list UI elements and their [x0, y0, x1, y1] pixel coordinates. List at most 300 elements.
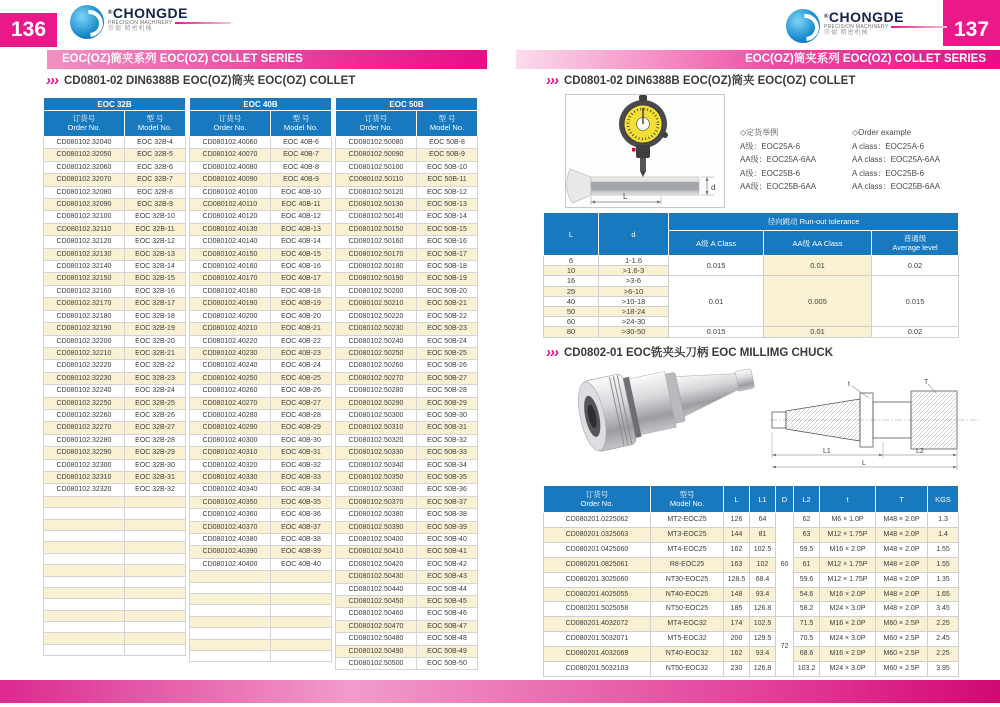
order-no-cell: CD080102.50120 — [336, 186, 417, 198]
order-no-cell: CD080102.50110 — [336, 174, 417, 186]
model-no-cell: EOC 32B-21 — [125, 347, 186, 359]
model-no-cell: EOC 40B-22 — [271, 335, 332, 347]
l-cell: 10 — [544, 266, 599, 276]
group-header: EOC 50B — [336, 98, 478, 111]
model-no-cell: EOC 50B-26 — [417, 360, 478, 372]
collet-row — [44, 137, 186, 149]
brand-accent-line — [891, 26, 947, 28]
model-no-cell: NT40-EOC25 — [651, 587, 724, 602]
l-cell: 230 — [724, 662, 750, 677]
aa-class-header: AA级 AA Class — [764, 231, 872, 256]
order-no-cell — [190, 594, 271, 605]
collet-row — [44, 335, 186, 347]
collet-row — [44, 484, 186, 496]
collet-row — [336, 583, 478, 595]
model-no-cell: MT2-EOC25 — [651, 513, 724, 528]
model-no-cell: EOC 40B-8 — [271, 161, 332, 173]
order-no-cell: CD080102.40130 — [190, 223, 271, 235]
order-no-cell: CD080102.32140 — [44, 261, 125, 273]
order-no-cell: CD080102.50230 — [336, 323, 417, 335]
collet-row — [44, 530, 186, 541]
order-example-line: A class：EOC25A-6 — [852, 141, 925, 151]
collet-row — [190, 186, 332, 198]
collet-row — [336, 422, 478, 434]
collet-row — [336, 385, 478, 397]
l2-cell: 62 — [794, 513, 820, 528]
T-cell: M60 × 2.5P — [876, 647, 928, 662]
a-class-cell: 0.015 — [669, 256, 764, 276]
collet-row — [336, 248, 478, 260]
collet-row — [44, 599, 186, 610]
order-no-cell: CD080102.40290 — [190, 422, 271, 434]
average-header: 普通级 Average level — [872, 231, 959, 256]
l1-cell: 102 — [750, 557, 776, 572]
taper-shank — [673, 364, 742, 418]
collet-row — [44, 434, 186, 446]
model-no-cell: EOC 50B-40 — [417, 534, 478, 546]
order-no-cell: CD080201.0225062 — [544, 513, 651, 528]
model-no-cell — [125, 542, 186, 553]
order-no-cell: CD080102.32190 — [44, 323, 125, 335]
model-no-cell — [271, 571, 332, 582]
chuck-nose — [567, 169, 591, 203]
order-no-header: 订货号 Order No. — [44, 111, 125, 137]
chuck-row — [544, 632, 959, 647]
model-no-cell: EOC 40B-29 — [271, 422, 332, 434]
order-example-line: AA class：EOC25A-6AA — [852, 155, 941, 164]
model-no-cell: EOC 50B-17 — [417, 248, 478, 260]
order-example-title: ◇定货举例 — [740, 128, 779, 137]
model-no-cell: EOC 32B-23 — [125, 372, 186, 384]
chuck-row — [544, 647, 959, 662]
brand-name: ®CHONGDE — [108, 5, 188, 21]
order-example-line: A class：EOC25B-6 — [852, 168, 925, 178]
model-no-cell: EOC 50B-10 — [417, 161, 478, 173]
collet-row — [190, 385, 332, 397]
t-cell: M16 × 2.0P — [820, 587, 876, 602]
model-no-cell: EOC 50B-44 — [417, 583, 478, 595]
order-no-cell: CD080102.40100 — [190, 186, 271, 198]
d-cell: 1-1.6 — [599, 256, 669, 266]
aa-class-cell: 0.01 — [764, 327, 872, 337]
model-no-cell: EOC 40B-35 — [271, 496, 332, 508]
order-no-cell: CD080102.40230 — [190, 347, 271, 359]
l-cell: 144 — [724, 527, 750, 542]
model-no-cell: EOC 50B-14 — [417, 211, 478, 223]
order-no-cell: CD080102.50170 — [336, 248, 417, 260]
kgs-cell: 3.95 — [928, 662, 959, 677]
T-cell: M48 × 2.0P — [876, 557, 928, 572]
l-cell: 174 — [724, 617, 750, 632]
collet-row — [44, 285, 186, 297]
order-no-cell: CD080102.50130 — [336, 199, 417, 211]
l-cell: 80 — [544, 327, 599, 337]
order-no-cell: CD080102.40180 — [190, 285, 271, 297]
order-no-cell: CD080102.32320 — [44, 484, 125, 496]
collet-row — [44, 372, 186, 384]
collet-row — [336, 174, 478, 186]
label-t: t — [848, 381, 850, 388]
order-no-cell: CD080102.50160 — [336, 236, 417, 248]
T-cell: M48 × 2.0P — [876, 527, 928, 542]
model-no-cell: EOC 50B-36 — [417, 484, 478, 496]
model-no-cell — [125, 519, 186, 530]
model-no-cell: EOC 50B-49 — [417, 645, 478, 657]
model-no-cell: EOC 50B-43 — [417, 571, 478, 583]
collet-row — [44, 223, 186, 235]
model-no-cell — [125, 610, 186, 621]
order-no-cell: CD080102.50440 — [336, 583, 417, 595]
collet-row — [190, 459, 332, 471]
collet-row — [336, 484, 478, 496]
order-no-cell — [44, 530, 125, 541]
l-cell: 25 — [544, 286, 599, 296]
collet-row — [190, 546, 332, 558]
order-no-cell: CD080102.40240 — [190, 360, 271, 372]
collet-row — [190, 223, 332, 235]
l1-cell: 93.4 — [750, 647, 776, 662]
collet-row — [336, 608, 478, 620]
order-no-cell: CD080102.32090 — [44, 199, 125, 211]
l-cell: 128.5 — [724, 572, 750, 587]
l1-cell: 68.4 — [750, 572, 776, 587]
runout-row — [544, 327, 959, 337]
order-no-cell: CD080102.50500 — [336, 658, 417, 670]
collet-row — [336, 571, 478, 583]
order-no-cell: CD080102.50340 — [336, 459, 417, 471]
t-cell: M6 × 1.0P — [820, 513, 876, 528]
order-no-cell — [190, 582, 271, 593]
order-no-cell: CD080201.3025060 — [544, 572, 651, 587]
kgs-cell: 1.65 — [928, 587, 959, 602]
order-no-cell: CD080102.32120 — [44, 236, 125, 248]
order-no-cell: CD080102.40090 — [190, 174, 271, 186]
order-no-cell: CD080102.40280 — [190, 409, 271, 421]
order-no-cell: CD080102.40250 — [190, 372, 271, 384]
model-no-cell: EOC 32B-9 — [125, 199, 186, 211]
model-no-cell: EOC 50B-28 — [417, 385, 478, 397]
order-no-cell — [190, 650, 271, 661]
collet-row — [190, 236, 332, 248]
l2-cell: 59.5 — [794, 542, 820, 557]
milling-chuck-drawing — [768, 378, 983, 473]
t-cell: M12 × 1.75P — [820, 557, 876, 572]
collet-row — [336, 633, 478, 645]
order-no-cell: CD080102.32230 — [44, 372, 125, 384]
model-no-cell: EOC 40B-11 — [271, 199, 332, 211]
order-no-cell: CD080102.32300 — [44, 459, 125, 471]
order-no-cell — [190, 571, 271, 582]
l-cell: 50 — [544, 307, 599, 317]
order-no-cell: CD080102.50320 — [336, 434, 417, 446]
collet-row — [44, 409, 186, 421]
order-no-cell: CD080102.40390 — [190, 546, 271, 558]
model-no-cell: EOC 40B-12 — [271, 211, 332, 223]
model-no-cell: EOC 40B-34 — [271, 484, 332, 496]
T-cell: M48 × 2.0P — [876, 587, 928, 602]
order-no-header: 订货号 Order No. — [190, 111, 271, 137]
model-no-cell: EOC 40B-16 — [271, 261, 332, 273]
order-no-cell — [190, 605, 271, 616]
chuck-row — [544, 617, 959, 632]
model-no-cell: EOC 50B-48 — [417, 633, 478, 645]
model-no-cell: EOC 32B-31 — [125, 471, 186, 483]
model-no-cell: EOC 32B-11 — [125, 223, 186, 235]
l2-cell: 59.6 — [794, 572, 820, 587]
model-no-cell: EOC 32B-29 — [125, 447, 186, 459]
l-cell: 162 — [724, 647, 750, 662]
l2-header: L2 — [794, 486, 820, 513]
collet-row — [44, 149, 186, 161]
order-example-line: A级：EOC25A-6 — [740, 141, 801, 151]
model-no-cell: EOC 50B-12 — [417, 186, 478, 198]
a-class-header: A级 A Class — [669, 231, 764, 256]
order-no-cell: CD080201.5025058 — [544, 602, 651, 617]
collet-row — [336, 496, 478, 508]
collet-row — [44, 508, 186, 519]
label-T: T — [924, 379, 929, 386]
leader-line-t — [852, 386, 869, 398]
order-example-title: ◇Order example — [852, 128, 912, 137]
order-no-cell: CD080102.40170 — [190, 273, 271, 285]
order-no-cell: CD080102.40380 — [190, 534, 271, 546]
order-no-cell: CD080102.32310 — [44, 471, 125, 483]
t-cell: M16 × 2.0P — [820, 542, 876, 557]
collet-row — [190, 534, 332, 546]
model-no-cell: EOC 50B-39 — [417, 521, 478, 533]
order-no-cell: CD080102.50260 — [336, 360, 417, 372]
model-no-cell: EOC 50B-30 — [417, 409, 478, 421]
collet-row — [190, 594, 332, 605]
model-no-cell: EOC 50B-32 — [417, 434, 478, 446]
registered-mark: ® — [824, 14, 829, 20]
kgs-cell: 1.55 — [928, 557, 959, 572]
model-no-cell — [271, 639, 332, 650]
order-no-cell: CD080102.50200 — [336, 285, 417, 297]
order-example-zh — [740, 126, 816, 194]
model-no-cell: EOC 50B-27 — [417, 372, 478, 384]
order-no-cell: CD080102.32210 — [44, 347, 125, 359]
T-header: T — [876, 486, 928, 513]
collet-row — [44, 397, 186, 409]
model-no-cell: EOC 32B-28 — [125, 434, 186, 446]
model-no-cell — [271, 628, 332, 639]
dial-gauge-drawing — [566, 95, 724, 207]
label-L: L — [862, 460, 866, 467]
model-no-cell: EOC 40B-32 — [271, 459, 332, 471]
group-header: EOC 40B — [190, 98, 332, 111]
label-L2: L2 — [916, 448, 924, 455]
brand-subtitle: PRECISION MACHINERY — [108, 20, 231, 26]
l-cell: 163 — [724, 557, 750, 572]
model-no-cell: EOC 40B-20 — [271, 310, 332, 322]
d-cell: >10-18 — [599, 296, 669, 306]
model-no-cell: NT50-EOC25 — [651, 602, 724, 617]
model-no-cell: MT4-EOC32 — [651, 617, 724, 632]
order-no-cell: CD080102.40160 — [190, 261, 271, 273]
d-cell: >3-6 — [599, 276, 669, 286]
t-cell: M24 × 3.0P — [820, 662, 876, 677]
collet-row — [190, 650, 332, 661]
collet-row — [336, 658, 478, 670]
a-class-cell: 0.01 — [669, 276, 764, 327]
brand-subtitle-cn: 崇德 精密机械 — [108, 26, 153, 32]
order-no-cell: CD080102.50310 — [336, 422, 417, 434]
kgs-cell: 1.3 — [928, 513, 959, 528]
order-no-cell: CD080102.50290 — [336, 397, 417, 409]
chuck-assembly — [575, 362, 761, 454]
model-no-cell: EOC 40B-23 — [271, 347, 332, 359]
order-no-cell: CD080102.40140 — [190, 236, 271, 248]
model-no-cell — [125, 576, 186, 587]
collet-row — [336, 149, 478, 161]
collet-row — [190, 558, 332, 570]
order-no-cell — [44, 587, 125, 598]
collet-row — [44, 471, 186, 483]
model-no-header: 型号 Model No. — [651, 486, 724, 513]
T-cell: M48 × 2.0P — [876, 572, 928, 587]
t-cell: M16 × 2.0P — [820, 617, 876, 632]
collet-row — [336, 186, 478, 198]
collet-row — [336, 409, 478, 421]
arrowhead — [772, 466, 776, 469]
order-no-cell: CD080102.32240 — [44, 385, 125, 397]
order-no-cell — [44, 610, 125, 621]
l-cell: 16 — [544, 276, 599, 286]
model-no-cell — [125, 553, 186, 564]
collet-row — [190, 310, 332, 322]
group-header: EOC 32B — [44, 98, 186, 111]
model-no-header: 型 号 Model No. — [125, 111, 186, 137]
model-no-cell: EOC 40B-31 — [271, 447, 332, 459]
l2-cell: 58.2 — [794, 602, 820, 617]
registered-mark: ® — [108, 10, 113, 16]
order-example-line: AA级：EOC25B-6AA — [740, 182, 817, 191]
l2-cell: 54.6 — [794, 587, 820, 602]
order-no-cell: CD080102.32150 — [44, 273, 125, 285]
t-cell: M24 × 3.0P — [820, 632, 876, 647]
collet-row — [336, 620, 478, 632]
collet-row — [336, 521, 478, 533]
collet-row — [190, 509, 332, 521]
l1-cell: 102.5 — [750, 542, 776, 557]
model-no-cell: EOC 50B-8 — [417, 137, 478, 149]
collet-row — [44, 347, 186, 359]
model-no-cell: EOC 50B-23 — [417, 323, 478, 335]
model-no-cell: EOC 40B-40 — [271, 558, 332, 570]
collet-row — [190, 409, 332, 421]
order-no-cell: CD080201.4032069 — [544, 647, 651, 662]
order-no-cell: CD080102.50100 — [336, 161, 417, 173]
model-no-cell — [271, 582, 332, 593]
order-no-cell: CD080102.40400 — [190, 558, 271, 570]
arrowhead — [591, 200, 595, 203]
collet-table-eoc32b — [43, 97, 186, 656]
collet-row — [190, 471, 332, 483]
gauge-top-button — [639, 95, 647, 101]
collet-row — [190, 323, 332, 335]
order-no-cell: CD080102.40300 — [190, 434, 271, 446]
chuck-row — [544, 572, 959, 587]
model-no-cell — [125, 622, 186, 633]
collet-row — [336, 372, 478, 384]
collet-row — [336, 471, 478, 483]
order-no-cell: CD080102.32220 — [44, 360, 125, 372]
globe-icon — [70, 5, 104, 39]
model-no-cell — [125, 633, 186, 644]
model-no-cell: EOC 50B-50 — [417, 658, 478, 670]
collet-row — [336, 261, 478, 273]
model-no-cell: EOC 32B-19 — [125, 323, 186, 335]
order-no-cell: CD080102.40350 — [190, 496, 271, 508]
model-no-cell — [125, 587, 186, 598]
order-no-cell: CD080102.50360 — [336, 484, 417, 496]
collet-row — [336, 285, 478, 297]
l-cell: 6 — [544, 256, 599, 266]
model-no-cell: EOC 50B-18 — [417, 261, 478, 273]
collet-row — [44, 298, 186, 310]
collet-row — [44, 644, 186, 655]
brand-accent-line — [175, 22, 231, 24]
collet-row — [190, 149, 332, 161]
order-no-cell: CD080102.50330 — [336, 447, 417, 459]
d-cell: 72 — [776, 617, 794, 677]
model-no-cell — [271, 616, 332, 627]
milling-chuck-table — [543, 485, 959, 677]
T-cell: M48 × 2.0P — [876, 513, 928, 528]
gauge-stem — [640, 158, 646, 171]
collet-row — [44, 174, 186, 186]
order-no-cell: CD080102.50300 — [336, 409, 417, 421]
collet-row — [190, 639, 332, 650]
collet-row — [336, 360, 478, 372]
model-no-cell: EOC 40B-13 — [271, 223, 332, 235]
milling-chuck-photo — [575, 362, 765, 482]
order-no-cell: CD080102.32080 — [44, 186, 125, 198]
order-no-cell: CD080201.0825061 — [544, 557, 651, 572]
collet-row — [336, 161, 478, 173]
kgs-cell: 2.25 — [928, 647, 959, 662]
l1-cell: 102.5 — [750, 617, 776, 632]
collet-row — [336, 310, 478, 322]
kgs-cell: 2.25 — [928, 617, 959, 632]
order-no-cell: CD080102.40220 — [190, 335, 271, 347]
t-cell: M12 × 1.75P — [820, 527, 876, 542]
order-no-cell: CD080102.40200 — [190, 310, 271, 322]
collet-row — [44, 610, 186, 621]
model-no-cell: EOC 50B-9 — [417, 149, 478, 161]
model-no-cell: EOC 32B-27 — [125, 422, 186, 434]
chuck-row — [544, 602, 959, 617]
model-no-cell: EOC 40B-15 — [271, 248, 332, 260]
model-no-header: 型 号 Model No. — [417, 111, 478, 137]
order-no-cell: CD080102.32040 — [44, 137, 125, 149]
order-no-cell: CD080102.40150 — [190, 248, 271, 260]
collet-row — [190, 347, 332, 359]
model-no-cell: EOC 50B-22 — [417, 310, 478, 322]
collet-row — [336, 273, 478, 285]
order-no-cell — [190, 616, 271, 627]
model-no-cell: EOC 32B-12 — [125, 236, 186, 248]
label-L1: L1 — [823, 448, 831, 455]
collet-row — [336, 335, 478, 347]
collet-row — [44, 553, 186, 564]
l-cell: 60 — [544, 317, 599, 327]
model-no-cell: EOC 32B-10 — [125, 211, 186, 223]
d-header: d — [599, 213, 669, 256]
order-no-cell: CD080102.32160 — [44, 285, 125, 297]
d-cell: >1.6-3 — [599, 266, 669, 276]
